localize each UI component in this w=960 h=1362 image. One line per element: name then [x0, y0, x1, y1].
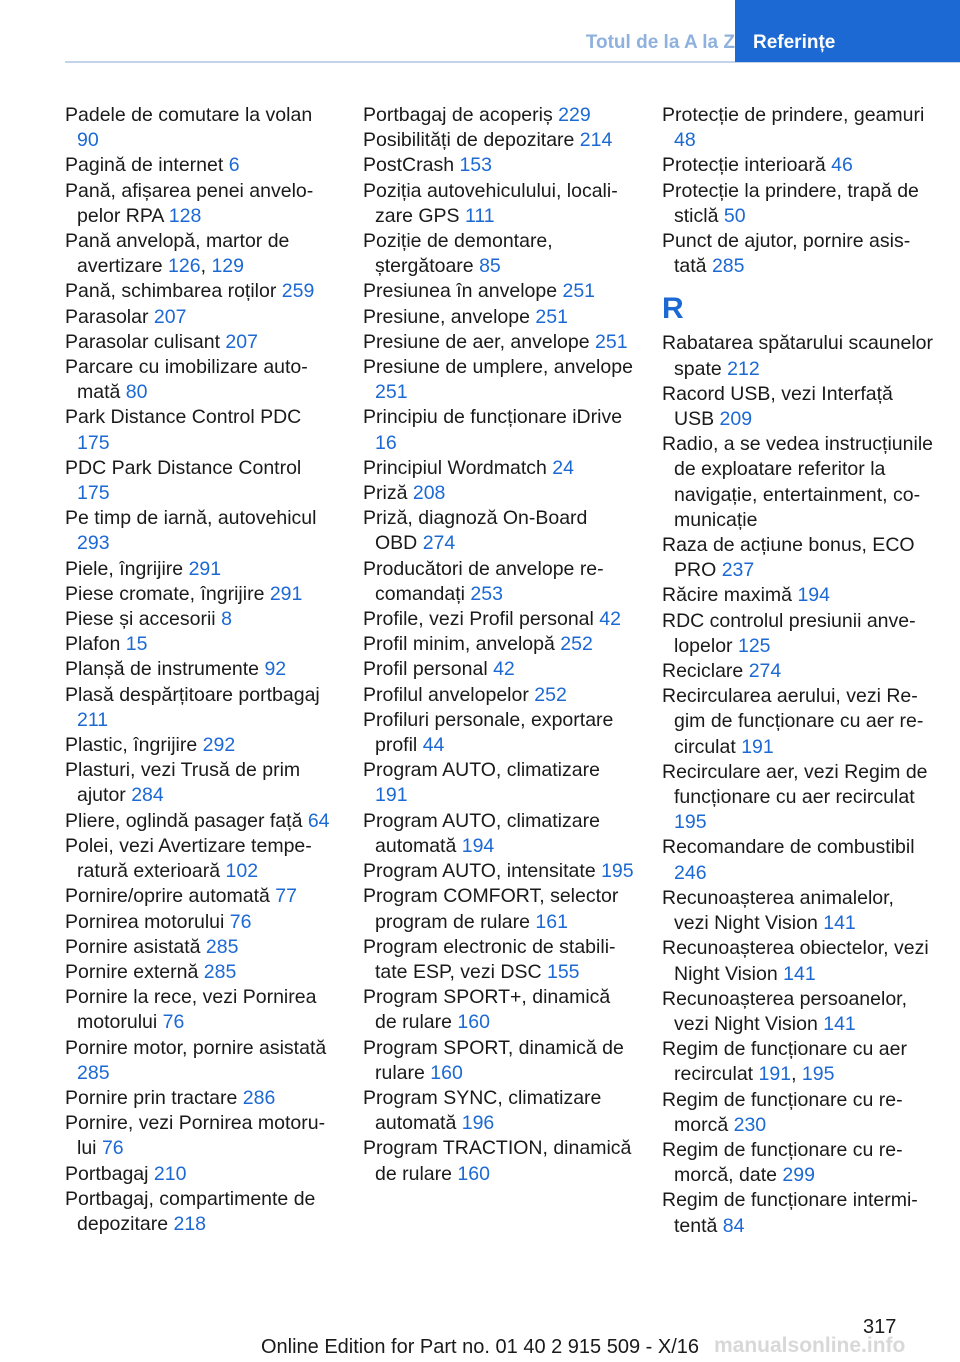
page-ref-link[interactable]: 209	[719, 408, 753, 431]
index-entry-text: Radio, a se vedea instrucțiunile de exploatare referitor la navigație, entertainment, comunicație	[662, 433, 933, 531]
page-ref-link[interactable]: 194	[461, 834, 495, 857]
index-entry	[65, 985, 337, 1035]
page-ref-link[interactable]: 274	[422, 532, 456, 555]
index-entry-text: Racord USB, vezi Interfață USB	[662, 382, 893, 431]
index-entry	[363, 557, 635, 607]
index-entry	[65, 1162, 337, 1187]
index-entry	[662, 382, 934, 432]
page-ref-link[interactable]: 160	[430, 1061, 463, 1084]
page-ref-link[interactable]: 286	[242, 1086, 276, 1109]
index-letter-heading: R	[662, 292, 684, 326]
index-entry	[363, 1086, 635, 1136]
index-entry	[65, 305, 337, 330]
index-entry-text: Regim de funcționare cu remorcă, date	[662, 1138, 903, 1187]
index-entry	[662, 886, 934, 936]
index-entry-text: Răcire maximă	[662, 584, 798, 607]
index-entry-text: Presiunea în anvelope	[363, 280, 563, 303]
page-ref-link[interactable]: 251	[535, 305, 568, 328]
page-ref-link[interactable]: 102	[225, 860, 259, 883]
page-ref-link[interactable]: 191	[375, 784, 408, 807]
page-ref-separator: ,	[200, 255, 212, 278]
page-ref-link[interactable]: 212	[727, 357, 760, 380]
page-ref-link[interactable]: 64	[307, 809, 330, 832]
index-entry	[65, 506, 337, 556]
page-ref-link[interactable]: 77	[275, 885, 297, 908]
page-ref-link[interactable]: 175	[77, 431, 110, 454]
index-entry-text: Piese și accesorii	[65, 608, 222, 631]
index-entry	[662, 1188, 934, 1238]
index-entry	[363, 229, 635, 279]
page-ref-link[interactable]: 126	[168, 255, 201, 278]
index-entry	[662, 331, 934, 381]
index-entry	[363, 153, 635, 178]
index-entry-text: Plafon	[65, 633, 126, 656]
page-ref-link[interactable]: 210	[153, 1162, 187, 1185]
index-entry-text: Piele, îngrijire	[65, 557, 189, 580]
page-ref-link[interactable]: 42	[493, 658, 515, 681]
index-entry	[65, 1036, 337, 1086]
index-entry	[65, 330, 337, 355]
index-entry	[363, 683, 635, 708]
index-entry-text: Profile, vezi Profil personal	[363, 608, 600, 631]
index-entry	[662, 835, 934, 885]
page-ref-link[interactable]: 253	[470, 582, 503, 605]
index-entry-text: Pe timp de iarnă, autovehicul	[65, 507, 317, 530]
index-entry	[662, 760, 934, 836]
page-header	[0, 0, 960, 64]
index-entry-text: Portbagaj de acoperiș	[363, 104, 559, 126]
index-entry	[662, 179, 934, 229]
page-number: 317	[863, 1316, 897, 1338]
index-entry-text: Posibilități de depozitare	[363, 129, 580, 152]
index-entry-text: Presiune de umplere, anvelope	[363, 356, 633, 379]
page-ref-link[interactable]: 44	[422, 734, 445, 757]
index-entry	[65, 960, 337, 985]
watermark-text: manualsonline.info	[714, 1334, 906, 1357]
page-ref-link[interactable]: 155	[546, 960, 580, 983]
index-entry-text: Program AUTO, climatizare	[363, 759, 600, 782]
index-entry-text: Punct de ajutor, pornire asistată	[662, 230, 911, 278]
page-ref-link[interactable]: 195	[674, 811, 707, 834]
index-entry-text: Padele de comutare la volan	[65, 104, 313, 126]
index-entry-text: Protecție de prindere, geamuri	[662, 104, 925, 126]
index-entry-text: Profil personal	[363, 658, 494, 681]
page-ref-link[interactable]: 42	[599, 608, 621, 631]
page-ref-link[interactable]: 251	[595, 330, 628, 353]
index-entry-text: Reciclare	[662, 660, 749, 683]
index-entry	[363, 859, 635, 884]
index-entry	[65, 809, 337, 834]
index-entry	[65, 456, 337, 506]
index-entry	[363, 809, 635, 859]
index-entry	[65, 1187, 337, 1237]
page-ref-link[interactable]: 218	[173, 1212, 207, 1235]
page-ref-link[interactable]: 129	[211, 255, 244, 278]
index-entry-text: Pliere, oglindă pasager față	[65, 809, 308, 832]
page-ref-link[interactable]: 84	[722, 1214, 745, 1237]
page-ref-link[interactable]: 230	[733, 1113, 767, 1136]
index-entry	[363, 305, 635, 330]
page-ref-separator: ,	[791, 1063, 802, 1086]
index-entry-text: Pornire la rece, vezi Pornirea motorului	[65, 986, 317, 1034]
index-entry	[662, 1088, 934, 1138]
index-entry	[65, 229, 337, 279]
index-entry-text: Protecție la prindere, trapă de sticlă	[662, 179, 919, 227]
index-entry-text: Planșă de instrumente	[65, 658, 265, 681]
index-entry-text: Program SYNC, climatizare automată	[363, 1086, 602, 1135]
page-ref-link[interactable]: 191	[758, 1063, 792, 1086]
index-entry	[65, 405, 337, 455]
page-ref-link[interactable]: 252	[560, 633, 593, 656]
page-ref-link[interactable]: 76	[162, 1011, 185, 1034]
index-entry-text: Recunoașterea animalelor, vezi Night Vision	[662, 886, 894, 935]
page-ref-link[interactable]: 90	[77, 129, 99, 152]
index-entry-text: Regim de funcționare cu remorcă	[662, 1088, 903, 1136]
index-entry	[662, 1138, 934, 1188]
index-entry	[65, 1086, 337, 1111]
index-entry	[65, 733, 337, 758]
page-ref-link[interactable]: 259	[281, 280, 315, 303]
index-entry	[662, 432, 934, 533]
index-entry-text: Program AUTO, intensitate	[363, 860, 602, 883]
index-entry-text: Parasolar	[65, 305, 154, 328]
index-entry	[662, 609, 934, 659]
page-ref-link[interactable]: 293	[77, 532, 110, 555]
page-ref-link[interactable]: 111	[464, 204, 495, 227]
index-entry	[363, 985, 635, 1035]
index-entry-text: Profil minim, anvelopă	[363, 633, 561, 656]
index-entry-text: Regim de funcționare cu aer recirculat	[662, 1038, 907, 1086]
page-ref-link[interactable]: 285	[203, 960, 237, 983]
index-entry	[363, 758, 635, 808]
index-entry-text: Pornire externă	[65, 960, 204, 983]
index-entry-text: Pană anvelopă, martor de avertizare	[65, 230, 290, 278]
index-entry-text: Presiune, anvelope	[363, 305, 536, 328]
index-entry	[363, 708, 635, 758]
page-ref-link[interactable]: 50	[723, 204, 746, 227]
index-entry	[363, 657, 635, 682]
page-ref-link[interactable]: 8	[221, 608, 232, 631]
index-column-3	[662, 103, 934, 1239]
page-ref-link[interactable]: 46	[831, 154, 853, 177]
index-entry	[662, 229, 934, 279]
index-entry-text: Pornire asistată	[65, 935, 206, 958]
page-ref-link[interactable]: 76	[229, 910, 252, 933]
index-entry	[65, 834, 337, 884]
page-ref-link[interactable]: 141	[823, 1012, 856, 1035]
index-entry-text: Program SPORT, dinamică de rulare	[363, 1036, 624, 1084]
index-entry	[65, 657, 337, 682]
index-entry-text: Program COMFORT, selector program de rulare	[363, 885, 619, 933]
page-ref-link[interactable]: 274	[748, 660, 782, 683]
index-entry	[662, 103, 934, 153]
page-ref-link[interactable]: 24	[552, 456, 574, 479]
header-section-title: Totul de la A la Z	[585, 32, 735, 53]
page-ref-link[interactable]: 285	[711, 255, 745, 278]
index-entry-text: Regim de funcționare intermitentă	[662, 1189, 918, 1237]
index-entry-text: Priză, diagnoză On-Board OBD	[363, 507, 588, 555]
page-ref-link[interactable]: 285	[205, 935, 239, 958]
page-ref-link[interactable]: 252	[534, 683, 567, 706]
index-entry	[363, 128, 635, 153]
page-ref-link[interactable]: 6	[228, 154, 240, 177]
header-chapter-tab: Referințe	[735, 0, 960, 62]
index-entry-text: Poziția autovehiculului, localizare GPS	[363, 179, 618, 227]
page-ref-link[interactable]: 237	[721, 559, 755, 582]
index-entry-text: Pană, schimbarea roților	[65, 280, 282, 303]
index-entry	[363, 632, 635, 657]
index-entry	[65, 607, 337, 632]
page-ref-link[interactable]: 153	[459, 154, 492, 177]
page-ref-link[interactable]: 285	[77, 1061, 110, 1084]
index-entry-text: Protecție interioară	[662, 154, 832, 177]
index-entry	[363, 935, 635, 985]
index-entry	[65, 103, 337, 153]
page-ref-link[interactable]: 246	[674, 861, 707, 884]
index-entry-text: Piese cromate, îngrijire	[65, 582, 270, 605]
page-ref-link[interactable]: 161	[535, 910, 568, 933]
index-entry-text: Recircularea aerului, vezi Regim de funcționare cu aer recirculat	[662, 685, 924, 758]
page-ref-link[interactable]: 160	[457, 1162, 490, 1185]
index-entry-text: Principiu de funcționare iDrive	[363, 406, 623, 429]
index-entry	[363, 1136, 635, 1186]
index-entry-text: Producători de anvelope recomandați	[363, 557, 604, 605]
index-entry	[363, 506, 635, 556]
index-entry	[363, 607, 635, 632]
page-ref-link[interactable]: 284	[131, 784, 164, 807]
page-ref-link[interactable]: 292	[202, 734, 236, 757]
page-ref-link[interactable]: 15	[125, 633, 148, 656]
page-ref-link[interactable]: 299	[782, 1164, 815, 1187]
index-entry-text: Rabatarea spătarului scaunelor spate	[662, 332, 934, 380]
index-entry-text: Pornirea motorului	[65, 910, 230, 933]
index-entry	[363, 179, 635, 229]
index-entry	[65, 279, 337, 304]
index-entry-text: Pornire/oprire automată	[65, 885, 276, 908]
index-entry	[363, 884, 635, 934]
index-entry-text: RDC controlul presiunii anvelopelor	[662, 609, 916, 657]
index-entry-text: Program electronic de stabilitate ESP, vezi DSC	[363, 935, 616, 983]
page-ref-link[interactable]: 48	[674, 129, 696, 152]
page-ref-link[interactable]: 160	[457, 1011, 490, 1034]
index-entry-text: Portbagaj	[65, 1162, 154, 1185]
page-ref-link[interactable]: 196	[461, 1112, 495, 1135]
index-entry-text: Portbagaj, compartimente de depozitare	[65, 1187, 316, 1235]
index-entry	[65, 683, 337, 733]
index-entry	[662, 936, 934, 986]
index-entry-text: Polei, vezi Avertizare temperatură exterioară	[65, 834, 312, 883]
index-entry-text: PDC Park Distance Control	[65, 456, 302, 479]
index-entry	[363, 405, 635, 455]
page-ref-link[interactable]: 194	[797, 584, 830, 607]
index-column-2	[363, 103, 635, 1187]
page-ref-link[interactable]: 211	[77, 708, 109, 731]
index-entry	[662, 684, 934, 760]
index-entry	[363, 330, 635, 355]
footer-edition: Online Edition for Part no. 01 40 2 915 509 - X/16	[260, 1336, 700, 1358]
page-ref-link[interactable]: 141	[783, 962, 816, 985]
page-ref-link[interactable]: 92	[264, 658, 287, 681]
index-entry-text: Raza de acțiune bonus, ECO PRO	[662, 534, 915, 582]
page-ref-link[interactable]: 251	[562, 280, 596, 303]
index-entry-text: Pagină de internet	[65, 154, 229, 177]
index-entry	[65, 153, 337, 178]
index-entry	[662, 583, 934, 608]
index-entry-text: Pană, afișarea penei anvelopelor RPA	[65, 179, 314, 227]
page-ref-link[interactable]: 195	[801, 1063, 835, 1086]
index-entry	[363, 355, 635, 405]
index-entry	[65, 758, 337, 808]
page-ref-link[interactable]: 141	[823, 912, 856, 935]
page-ref-link[interactable]: 291	[269, 582, 303, 605]
index-entry	[363, 1036, 635, 1086]
index-entry	[65, 582, 337, 607]
index-entry	[65, 557, 337, 582]
index-entry-text: Presiune de aer, anvelope	[363, 330, 596, 353]
page-ref-link[interactable]: 80	[125, 381, 148, 404]
index-entry-text: Program SPORT+, dinamică de rulare	[363, 986, 611, 1034]
index-entry-text: Profiluri personale, exportare profil	[363, 708, 614, 757]
index-entry-text: Parcare cu imobilizare automată	[65, 356, 308, 404]
index-entry	[363, 279, 635, 304]
page-ref-link[interactable]: 207	[225, 330, 258, 353]
index-entry-text: Recunoașterea obiectelor, vezi Night Vision	[662, 937, 929, 985]
index-entry	[65, 632, 337, 657]
index-entry	[662, 1037, 934, 1087]
page-ref-link[interactable]: 251	[375, 381, 408, 404]
index-entry-text: Pornire prin tractare	[65, 1086, 243, 1109]
page-ref-link[interactable]: 125	[737, 634, 771, 657]
index-entry-text: Plasturi, vezi Trusă de prim ajutor	[65, 759, 301, 807]
page-ref-link[interactable]: 229	[558, 104, 591, 126]
index-entry-text: Priză	[363, 482, 413, 505]
page-ref-link[interactable]: 207	[153, 305, 187, 328]
index-entry-text: Principiul Wordmatch	[363, 456, 553, 479]
page-ref-link[interactable]: 191	[741, 735, 774, 758]
index-entry	[363, 456, 635, 481]
index-entry-text: Profilul anvelopelor	[363, 683, 535, 706]
index-entry-text: Pornire motor, pornire asistată	[65, 1036, 327, 1059]
index-entry-text: Program AUTO, climatizare automată	[363, 809, 600, 857]
index-entry	[65, 935, 337, 960]
index-entry-text: Plasă despărțitoare portbagaj	[65, 683, 320, 706]
page-ref-link[interactable]: 76	[101, 1137, 124, 1160]
index-column-1	[65, 103, 337, 1237]
page-ref-link[interactable]: 175	[77, 482, 110, 505]
index-entry	[65, 884, 337, 909]
index-entry	[662, 533, 934, 583]
index-entry	[662, 153, 934, 178]
index-entry	[363, 103, 635, 128]
index-entry-text: PostCrash	[363, 154, 460, 177]
page-ref-link[interactable]: 128	[168, 204, 202, 227]
index-entry-text: Parasolar culisant	[65, 330, 226, 353]
index-entry	[65, 179, 337, 229]
index-entry-text: Program TRACTION, dinamică de rulare	[363, 1137, 632, 1185]
index-entry	[65, 355, 337, 405]
page-ref-link[interactable]: 214	[579, 129, 613, 152]
index-entry-text: Park Distance Control PDC	[65, 406, 302, 429]
index-entry-text: Poziție de demontare, ștergătoare	[363, 230, 553, 278]
index-entry-text: Recomandare de combustibil	[662, 836, 915, 859]
index-entry	[65, 910, 337, 935]
index-entry	[363, 481, 635, 506]
index-entry-text: Recirculare aer, vezi Regim de funcționare cu aer recirculat	[662, 760, 928, 809]
page-ref-link[interactable]: 195	[601, 860, 634, 883]
page-ref-link[interactable]: 208	[412, 482, 446, 505]
index-entry	[662, 987, 934, 1037]
index-entry	[65, 1111, 337, 1161]
page-ref-link[interactable]: 16	[375, 431, 397, 454]
index-entry-text: Pornire, vezi Pornirea motorului	[65, 1112, 326, 1160]
index-entry-text: Recunoașterea persoanelor, vezi Night Vision	[662, 987, 907, 1035]
index-entry	[662, 659, 934, 684]
page-ref-link[interactable]: 291	[188, 557, 222, 580]
index-entry-text: Plastic, îngrijire	[65, 734, 203, 757]
page-ref-link[interactable]: 85	[479, 255, 501, 278]
